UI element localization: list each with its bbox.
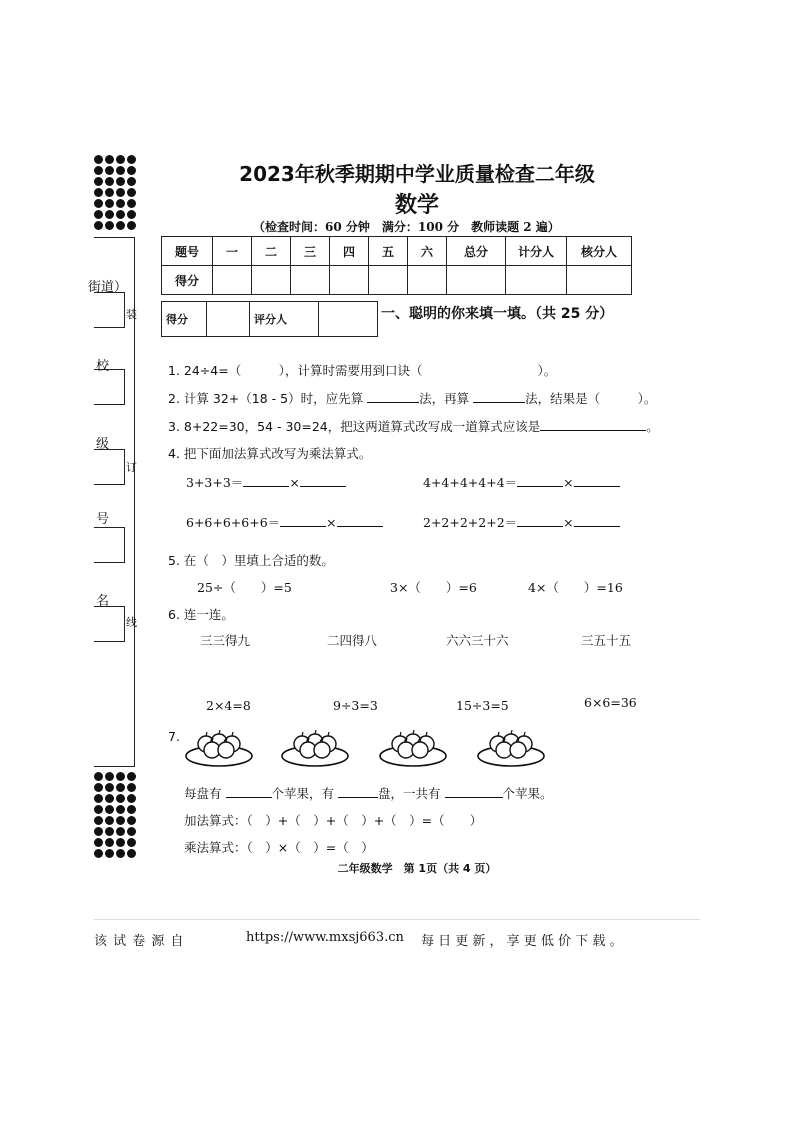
score-input-cell[interactable] (213, 266, 252, 295)
margin-label-street: 街道） (88, 280, 128, 295)
binding-dot (127, 772, 136, 781)
q6-bottom-item[interactable]: 15÷3=5 (456, 698, 509, 713)
score-input-cell[interactable] (252, 266, 291, 295)
score-input-cell[interactable] (291, 266, 330, 295)
question-3 (168, 417, 659, 435)
score-input-cell[interactable] (369, 266, 408, 295)
margin-label-number: 号 (96, 512, 110, 527)
q6-top-item[interactable]: 六六三十六 (446, 633, 509, 648)
binding-dot (105, 805, 114, 814)
score-input-cell[interactable] (408, 266, 447, 295)
binding-dot (116, 816, 125, 825)
source-suffix: 每 日 更 新 ， 享 更 低 价 下 载 。 (421, 934, 623, 949)
score-header-cell: 核分人 (567, 237, 632, 266)
binding-dot (105, 849, 114, 858)
times-sign: × (289, 475, 300, 490)
binding-dot (116, 772, 125, 781)
q5-expr-2: 3×（ ）=6 (390, 580, 477, 595)
binding-dot (105, 827, 114, 836)
exam-subject: 数学 (394, 193, 439, 218)
binding-dot (127, 805, 136, 814)
binding-dot (116, 849, 125, 858)
q4-expr-2-text: 4+4+4+4+4＝ (423, 475, 518, 490)
q4-expr-2 (423, 473, 620, 491)
margin-box-class (94, 449, 125, 485)
binding-dot (94, 783, 103, 792)
q7-blank-plates[interactable] (338, 785, 378, 798)
question-4: 4. 把下面加法算式改写为乘法算式。 (168, 446, 372, 461)
q3-end: 。 (646, 419, 659, 434)
q2-text-a: 2. 计算 32+（18 - 5）时，应先算 (168, 391, 364, 406)
q6-bottom-item[interactable]: 6×6=36 (584, 695, 637, 710)
score-header-cell: 二 (252, 237, 291, 266)
margin-box-school (94, 369, 125, 405)
q7-text-b: 个苹果，有 (271, 786, 335, 801)
binding-dot (127, 783, 136, 792)
margin-mark-ding: 订 (126, 461, 137, 474)
binding-dot (127, 816, 136, 825)
binding-dots-bottom (94, 772, 136, 858)
binding-dot (94, 827, 103, 836)
exam-title: 2023年秋季期期中学业质量检查二年级 (239, 162, 595, 186)
binding-dot (94, 805, 103, 814)
question-7-number: 7. (168, 729, 180, 744)
times-sign: × (326, 515, 337, 530)
q4-blank[interactable] (243, 474, 289, 487)
question-1 (168, 361, 556, 379)
margin-label-school: 校 (96, 359, 110, 374)
binding-dot (105, 794, 114, 803)
source-prefix: 该 试 卷 源 自 (94, 934, 185, 949)
q5-expr-1: 25÷（ ）=5 (197, 580, 292, 595)
binding-dot (105, 816, 114, 825)
source-url[interactable]: https://www.mxsj663.cn (246, 930, 404, 945)
score-row-label: 得分 (162, 266, 213, 295)
binding-dot (116, 838, 125, 847)
binding-dot (127, 849, 136, 858)
margin-label-name: 名 (96, 594, 110, 609)
score-input-cell[interactable] (506, 266, 567, 295)
score-table-header-row (162, 237, 632, 266)
binding-dot (127, 827, 136, 836)
binding-dot (105, 772, 114, 781)
score-table-score-row (162, 266, 632, 295)
binding-dot (94, 838, 103, 847)
score-input-cell[interactable] (567, 266, 632, 295)
score-header-cell: 一 (213, 237, 252, 266)
grader-score-label: 得分 (162, 302, 207, 337)
q7-text-c: 盘，一共有 (378, 786, 441, 801)
binding-dot (116, 783, 125, 792)
score-header-cell: 五 (369, 237, 408, 266)
page-footer: 二年级数学 第 1页（共 4 页） (337, 862, 497, 875)
q1-end: ）。 (537, 363, 557, 378)
q4-blank[interactable] (574, 474, 620, 487)
q7-multiplication: 乘法算式：（ ）×（ ）=（ ） (184, 840, 374, 855)
score-header-cell: 四 (330, 237, 369, 266)
apple-plate-icon (280, 728, 350, 770)
binding-dot (127, 221, 136, 230)
margin-label-class: 级 (96, 437, 110, 452)
q3-text: 3. 8+22=30，54 - 30=24，把这两道算式改写成一道算式应该是 (168, 419, 541, 434)
binding-dot (127, 794, 136, 803)
score-header-cell: 计分人 (506, 237, 567, 266)
q4-blank[interactable] (280, 514, 326, 527)
q4-blank[interactable] (517, 514, 563, 527)
q4-blank[interactable] (517, 474, 563, 487)
q7-addition: 加法算式：（ ）+（ ）+（ ）+（ ）=（ ） (184, 813, 483, 828)
score-input-cell[interactable] (330, 266, 369, 295)
q2-text-c: 法，结果是（ ）。 (525, 391, 657, 406)
apple-shape (314, 742, 330, 758)
q4-expr-3 (186, 513, 383, 531)
q6-top-item[interactable]: 三五十五 (581, 633, 632, 648)
exam-info: （检查时间：60 分钟 满分：100 分 教师读题 2 遍） (253, 220, 560, 234)
q4-blank[interactable] (337, 514, 383, 527)
score-table (161, 236, 632, 295)
binding-dot (116, 794, 125, 803)
score-input-cell[interactable] (447, 266, 506, 295)
question-2 (168, 389, 656, 407)
q4-expr-1-text: 3+3+3＝ (186, 475, 244, 490)
binding-dot (105, 221, 114, 230)
binding-dot (116, 221, 125, 230)
q4-blank[interactable] (300, 474, 346, 487)
q5-expr-3: 4×（ ）=16 (528, 580, 623, 595)
binding-dot (94, 772, 103, 781)
grader-name-label: 评分人 (250, 302, 319, 337)
apple-shape (412, 742, 428, 758)
question-5: 5. 在（ ）里填上合适的数。 (168, 553, 334, 568)
q4-expr-4-text: 2+2+2+2+2＝ (423, 515, 518, 530)
times-sign: × (563, 475, 574, 490)
q6-bottom-item[interactable]: 9÷3=3 (333, 698, 378, 713)
q7-text-a: 每盘有 (184, 786, 222, 801)
q3-blank[interactable] (540, 418, 646, 431)
q7-text-d: 个苹果。 (502, 786, 553, 801)
q7-blank-apples[interactable] (226, 785, 272, 798)
score-header-cell: 三 (291, 237, 330, 266)
margin-mark-xian: 线 (126, 616, 137, 629)
margin-mark-zhuang: 装 (126, 308, 137, 321)
grader-name-input[interactable] (319, 302, 378, 337)
apple-shape (510, 742, 526, 758)
apple-plate-icon (378, 728, 448, 770)
q4-expr-3-text: 6+6+6+6+6＝ (186, 515, 281, 530)
binding-dot (116, 805, 125, 814)
q2-blank-1[interactable] (367, 390, 419, 403)
q6-top-item[interactable]: 二四得八 (327, 633, 378, 648)
apple-plate-icon (476, 728, 546, 770)
score-header-cell: 题号 (162, 237, 213, 266)
q6-top-item[interactable]: 三三得九 (200, 633, 251, 648)
section-1-heading: 一、聪明的你来填一填。（共 25 分） (381, 306, 614, 322)
times-sign: × (563, 515, 574, 530)
margin-box-street (94, 292, 125, 328)
q1-text: 1. 24÷4=（ ），计算时需要用到口诀（ (168, 363, 423, 378)
binding-dot (94, 794, 103, 803)
score-header-cell: 总分 (447, 237, 506, 266)
binding-dot (94, 816, 103, 825)
q4-blank[interactable] (574, 514, 620, 527)
grader-table (161, 301, 378, 337)
apple-shape (218, 742, 234, 758)
q6-bottom-item[interactable]: 2×4=8 (206, 698, 251, 713)
q7-line-1 (184, 784, 553, 802)
q4-expr-1 (186, 473, 346, 491)
divider (94, 919, 700, 920)
binding-dot (116, 827, 125, 836)
q7-blank-total[interactable] (445, 785, 503, 798)
score-header-cell: 六 (408, 237, 447, 266)
q2-text-b: 法，再算 (419, 391, 470, 406)
binding-dot (127, 838, 136, 847)
q2-blank-2[interactable] (473, 390, 525, 403)
margin-box-number (94, 527, 125, 563)
question-6: 6. 连一连。 (168, 607, 234, 622)
apple-plate-icon (184, 728, 254, 770)
binding-dot (105, 783, 114, 792)
q4-expr-4 (423, 513, 620, 531)
grader-score-input[interactable] (207, 302, 250, 337)
binding-dot (105, 838, 114, 847)
margin-box-name (94, 606, 125, 642)
binding-dot (94, 849, 103, 858)
binding-dot (94, 221, 103, 230)
